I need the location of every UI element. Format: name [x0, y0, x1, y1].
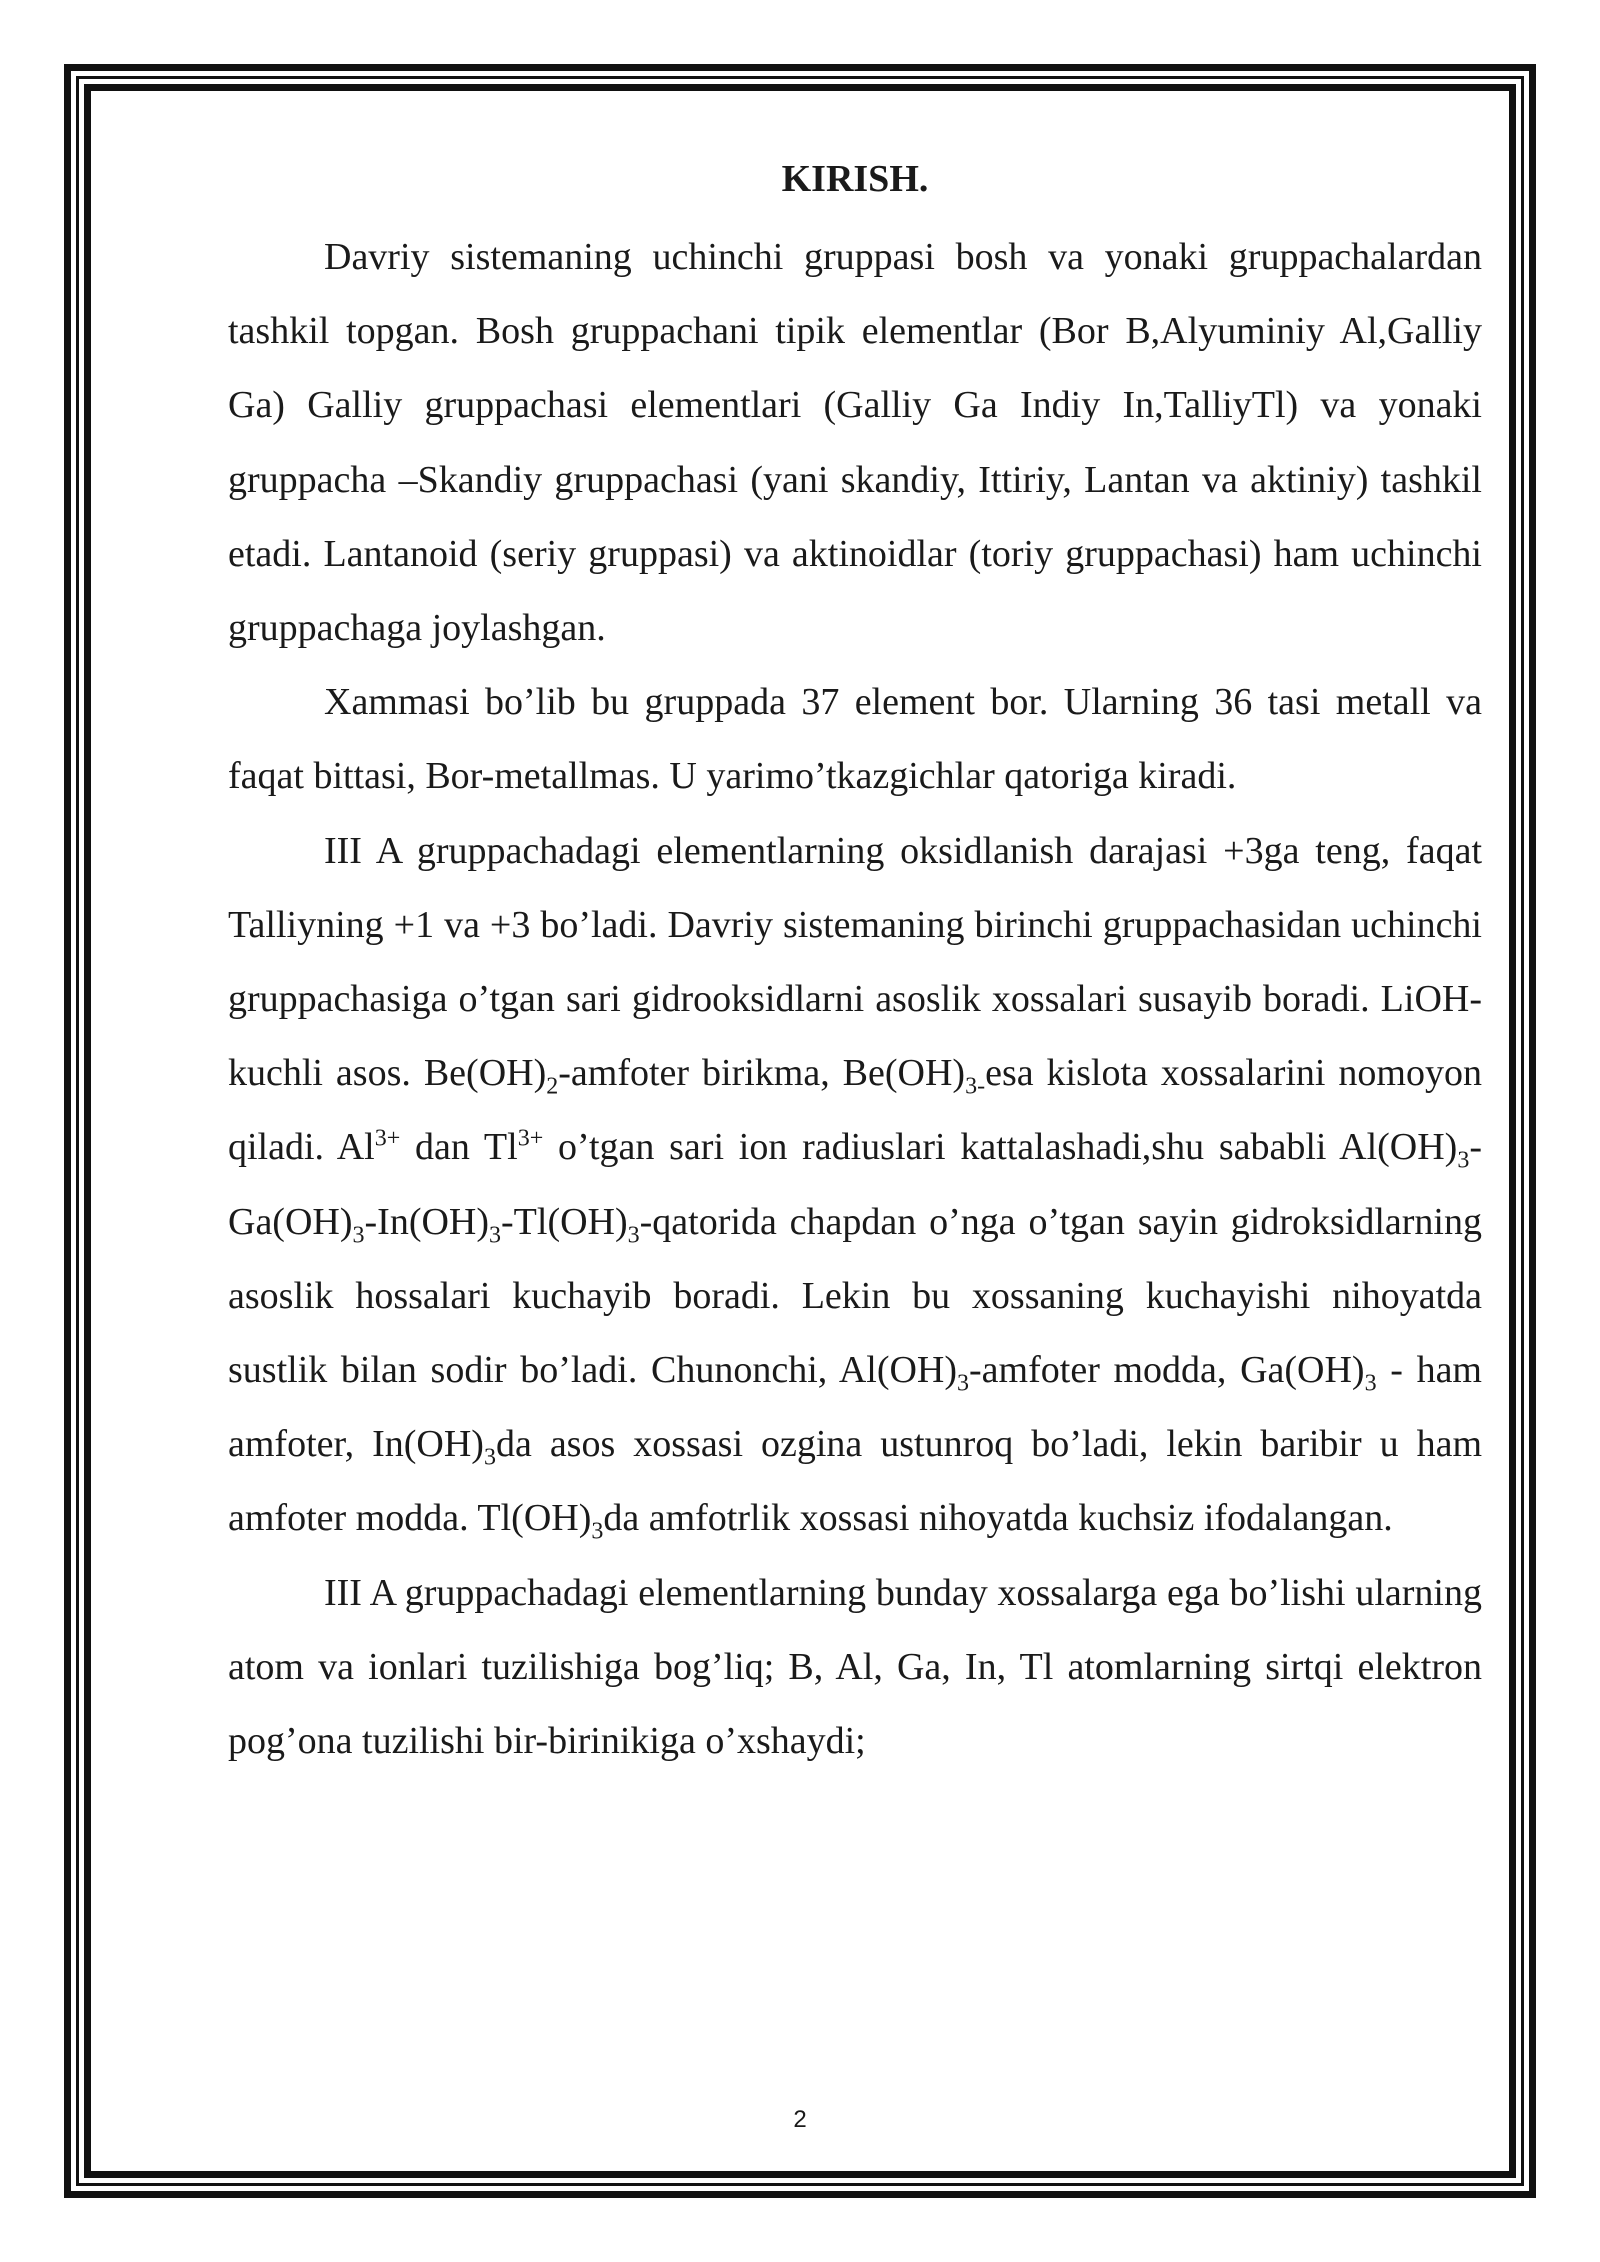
paragraph-text: dan Tl — [400, 1126, 518, 1169]
paragraph-text: -Tl(OH) — [501, 1200, 628, 1243]
paragraph — [228, 814, 1482, 1556]
subscript-text: 2 — [546, 1073, 559, 1100]
paragraph-text: o’tgan sari ion radiuslari kattalashadi,shu sababli Al(OH) — [543, 1126, 1458, 1169]
subscript-text: 3 — [489, 1222, 502, 1249]
superscript-text: 3+ — [374, 1125, 401, 1152]
paragraph-text: - Ga(OH) — [228, 1126, 1482, 1243]
paragraph-text: da asos xossasi ozgina ustunroq bo’ladi, lekin baribir u ham amfoter modda. Tl(OH) — [228, 1423, 1483, 1540]
paragraph — [228, 220, 1482, 665]
subscript-text: 3 — [591, 1519, 604, 1546]
page-number: 2 — [793, 2106, 807, 2133]
paragraph-text: da amfotrlik xossasi nihoyatda kuchsiz ifodalangan. — [603, 1497, 1393, 1540]
subscript-text: 3 — [1457, 1148, 1470, 1175]
paragraph-text: III A gruppachadagi elementlarning bunday xossalarga ega bo’lishi ularning atom va ionlari tuzilishiga bog’liq; B, Al, Ga, In, Tl atomlarning sirtqi elektron pog’ona tuzilishi bir-birinikiga o’xshaydi; — [228, 1571, 1482, 1763]
page-title: KIRISH. — [781, 158, 929, 200]
subscript-text: 3 — [957, 1370, 970, 1397]
paragraph-text: -amfoter birikma, Be(OH) — [558, 1052, 966, 1095]
body-text — [228, 220, 1482, 1778]
paragraph-text: -qatorida chapdan o’nga o’tgan sayin gidroksidlarning asoslik hossalari kuchayib boradi. Lekin bu xossaning kuchayishi nihoyatda sustlik bilan sodir bo’ladi. Chunonchi, Al(OH) — [228, 1200, 1482, 1392]
paragraph-text: -amfoter modda, Ga(OH) — [969, 1349, 1365, 1392]
paragraph — [228, 1556, 1482, 1779]
superscript-text: 3+ — [517, 1125, 544, 1152]
paragraph-text: Xammasi bo’lib bu gruppada 37 element bor. Ularning 36 tasi metall va faqat bittasi, Bor-metallmas. U yarimo’tkazgichlar qatoriga kiradi. — [228, 681, 1482, 798]
subscript-text: 3 — [1364, 1370, 1377, 1397]
paragraph-text: esa kislota xossalarini nomoyon qiladi. Al — [228, 1052, 1482, 1169]
paragraph-text: Davriy sistemaning uchinchi gruppasi bosh va yonaki gruppachalardan tashkil topgan. Bosh gruppachani tipik elementlar (Bor B,Alyuminiy Al,Galliy Ga) Galliy gruppachasi elementlari (Galliy Ga Indiy In,TalliyTl) va yonaki gruppacha –Skandiy gruppachasi (yani skandiy, Ittiriy, Lantan va aktiniy) tashkil etadi. Lantanoid (seriy gruppasi) va aktinoidlar (toriy gruppachasi) ham uchinchi gruppachaga joylashgan. — [228, 236, 1482, 650]
page-content — [228, 150, 1482, 1778]
subscript-text: 3- — [965, 1073, 986, 1100]
subscript-text: 3 — [483, 1444, 496, 1471]
subscript-text: 3 — [627, 1222, 640, 1249]
subscript-text: 3 — [352, 1222, 365, 1249]
paragraph-text: - ham amfoter, In(OH) — [228, 1349, 1482, 1466]
paragraph-text: -In(OH) — [364, 1200, 490, 1243]
paragraph — [228, 665, 1482, 813]
paragraph-text: III A gruppachadagi elementlarning oksidlanish darajasi +3ga teng, faqat Talliyning +1 va +3 bo’ladi. Davriy sistemaning birinchi gruppachasidan uchinchi gruppachasiga o’tgan sari gidrooksidlarni asoslik xossalari susayib boradi. LiOH- kuchli asos. Be(OH) — [228, 829, 1482, 1095]
